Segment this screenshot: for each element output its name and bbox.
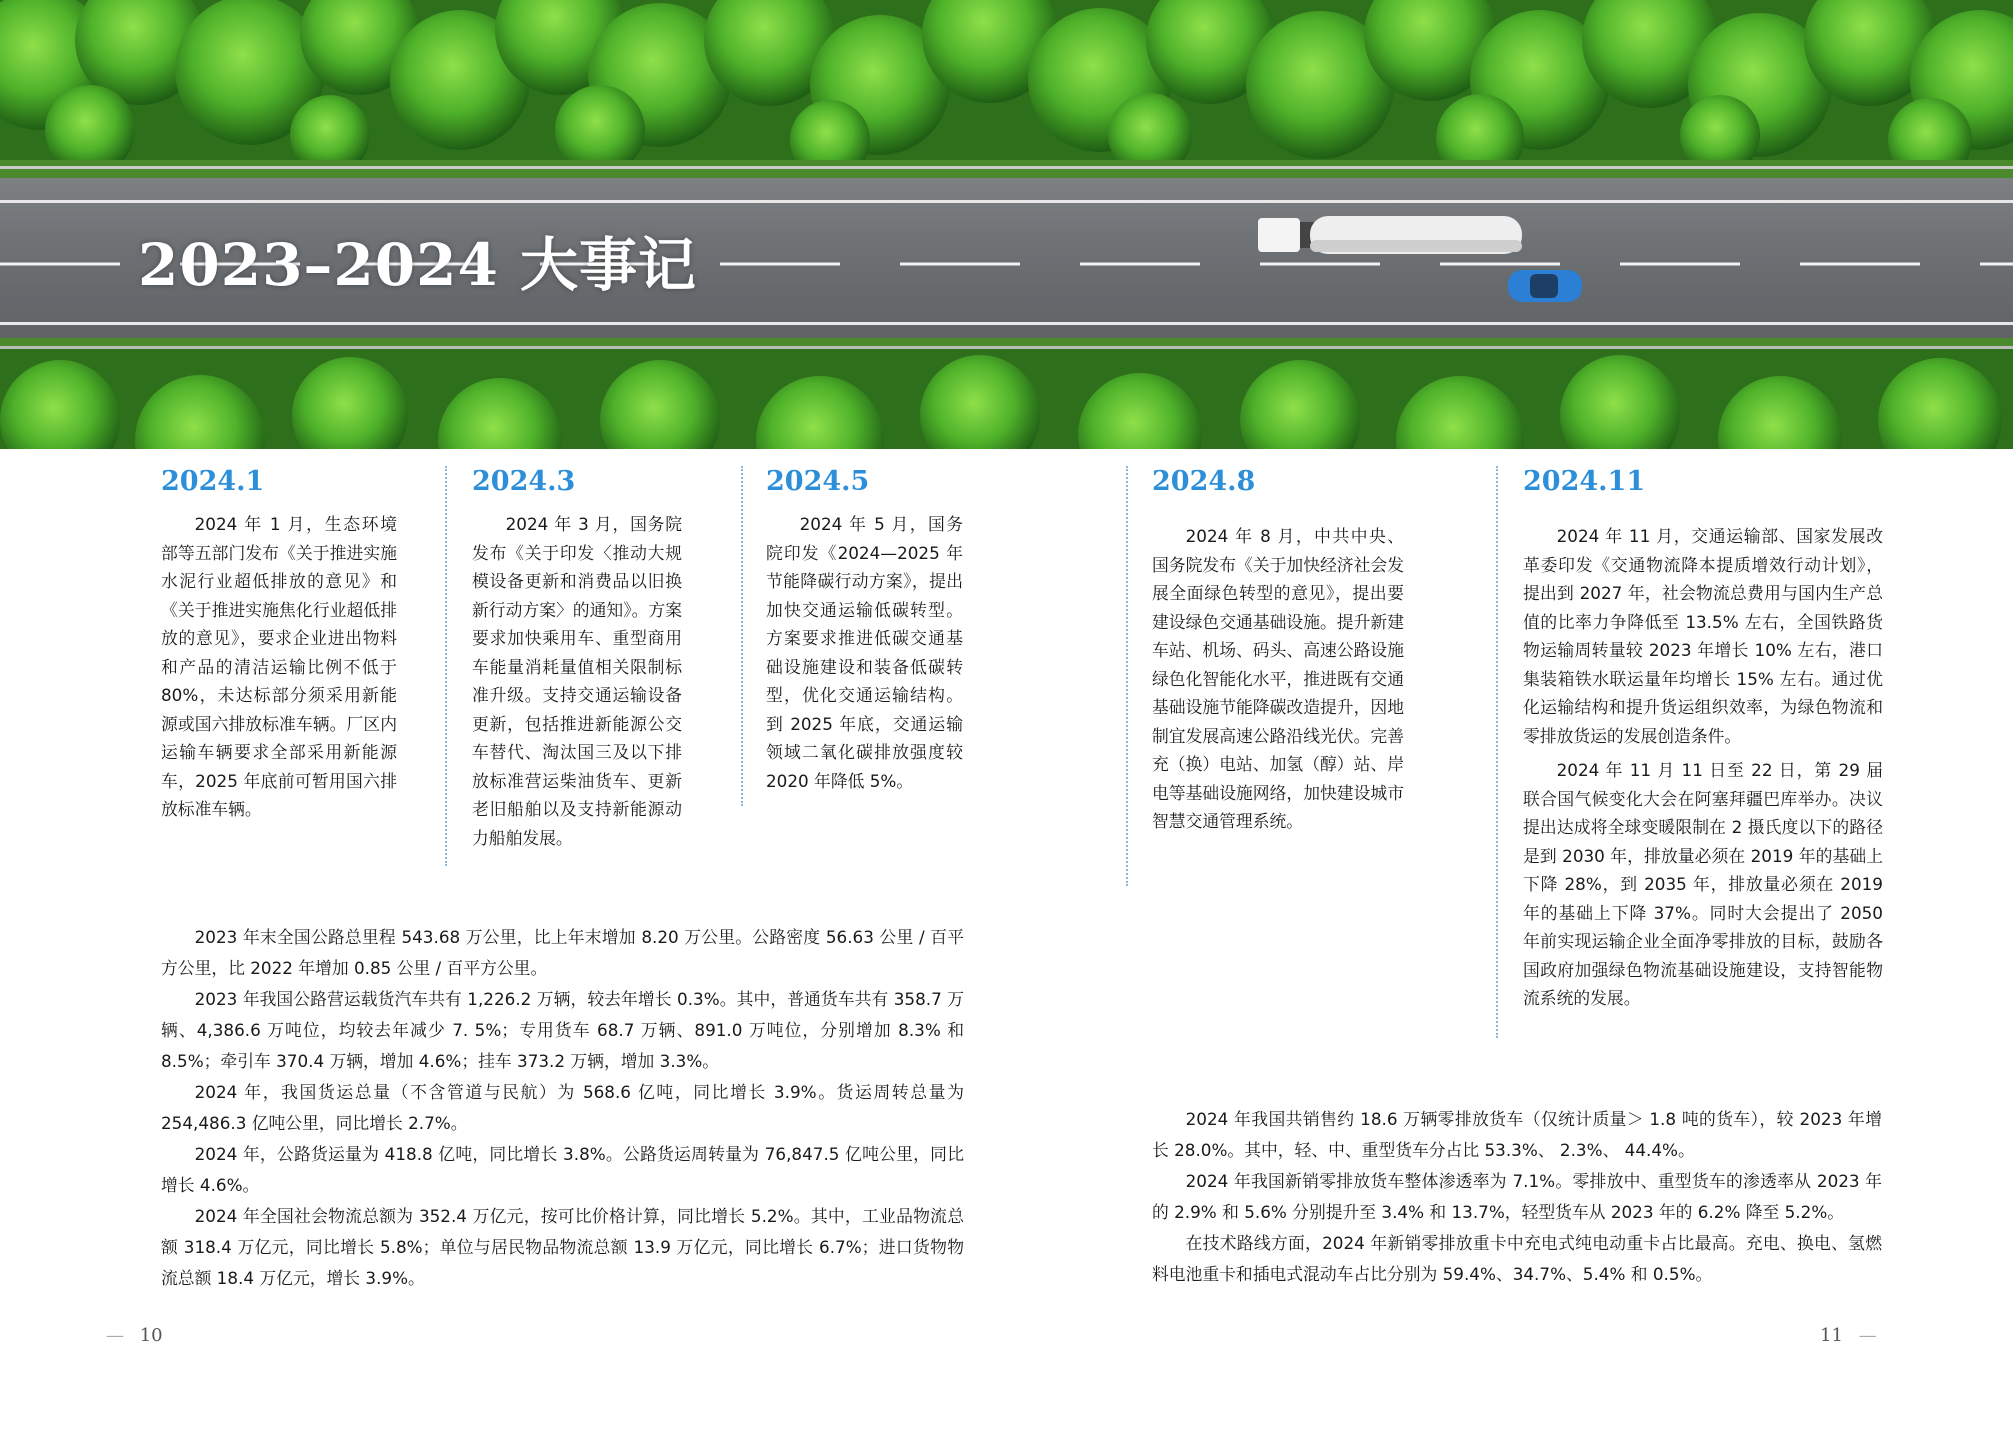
entry-date: 2024.8: [1152, 466, 1256, 497]
timeline-entry-2024-8: [1152, 462, 1404, 836]
entry-date: 2024.1: [161, 466, 265, 497]
blue-car: [1508, 270, 1582, 302]
entry-text: 2024 年 11 月，交通运输部、国家发展改革委印发《交通物流降本提质增效行动计划》，提出到 2027 年，社会物流总费用与国内生产总值的比率力争降低至 13.5% 左右，全国铁路货物运输周转量较 2023 年增长 10% 左右，港口集装箱铁水联运量年均增长 15% 左右。通过优化运输结构和提升货运组织效率，为绿色物流和零排放货运的发展创造条件。: [1523, 526, 1883, 746]
column-divider: [445, 466, 447, 866]
entry-date: 2024.5: [766, 466, 870, 497]
page-title: 2023–2024 大事记: [138, 231, 698, 299]
timeline-entry-2024-5: [766, 462, 963, 795]
entry-date: 2024.3: [472, 466, 576, 497]
column-divider: [1126, 466, 1128, 886]
stat-paragraph: 2023 年末全国公路总里程 543.68 万公里，比上年末增加 8.20 万公里。公路密度 56.63 公里 / 百平方公里，比 2022 年增加 0.85 公里 / 百平方公里。: [161, 927, 964, 978]
timeline-entry-2024-3: [472, 462, 682, 852]
entry-date: 2024.11: [1523, 466, 1646, 497]
page-number-left: [106, 1325, 163, 1346]
entry-text: 2024 年 5 月，国务院印发《2024—2025 年节能降碳行动方案》，提出加快交通运输低碳转型。方案要求推进低碳交通基础设施建设和装备低碳转型，优化交通运输结构。到 2025 年底，交通运输领域二氧化碳排放强度较 2020 年降低 5%。: [766, 514, 963, 791]
column-divider: [741, 466, 743, 806]
entry-text: 2024 年 8 月，中共中央、国务院发布《关于加快经济社会发展全面绿色转型的意见》，提出要建设绿色交通基础设施。提升新建车站、机场、码头、高速公路设施绿色化智能化水平，推进既有交通基础设施节能降碳改造提升，因地制宜发展高速公路沿线光伏。完善充（换）电站、加氢（醇）站、岸电等基础设施网络，加快建设城市智慧交通管理系统。: [1152, 526, 1404, 831]
page-number-right: [1820, 1325, 1877, 1346]
page-number-dash: —: [106, 1325, 124, 1346]
stat-paragraph: 2024 年全国社会物流总额为 352.4 万亿元，按可比价格计算，同比增长 5.2%。其中，工业品物流总额 318.4 万亿元，同比增长 5.8%；单位与居民物品物流总额 13.9 万亿元，同比增长 6.7%；进口货物物流总额 18.4 万亿元，增长 3.9%。: [161, 1206, 964, 1288]
hero-banner: [0, 0, 2013, 449]
left-statistics: [161, 922, 964, 1294]
stat-paragraph: 2023 年我国公路营运载货汽车共有 1,226.2 万辆，较去年增长 0.3%。其中，普通货车共有 358.7 万辆、4,386.6 万吨位，均较去年减少 7. 5%；专用货车 68.7 万辆、891.0 万吨位，分别增加 8.3% 和 8.5%；牵引车 370.4 万辆，增加 4.6%；挂车 373.2 万辆，增加 3.3%。: [161, 989, 964, 1071]
right-statistics: [1152, 1104, 1882, 1290]
entry-text: 2024 年 3 月，国务院发布《关于印发〈推动大规模设备更新和消费品以旧换新行动方案〉的通知》。方案要求加快乘用车、重型商用车能量消耗量值相关限制标准升级。支持交通运输设备更新，包括推进新能源公交车替代、淘汰国三及以下排放标准营运柴油货车、更新老旧船舶以及支持新能源动力船舶发展。: [472, 514, 682, 848]
page-number-value: 11: [1820, 1325, 1843, 1346]
stat-paragraph: 2024 年我国共销售约 18.6 万辆零排放货车（仅统计质量＞ 1.8 吨的货车），较 2023 年增长 28.0%。其中，轻、中、重型货车分占比 53.3%、 2.3%、 44.4%。: [1152, 1109, 1882, 1160]
entry-text: 2024 年 1 月，生态环境部等五部门发布《关于推进实施水泥行业超低排放的意见》和《关于推进实施焦化行业超低排放的意见》，要求企业进出物料和产品的清洁运输比例不低于 80%，未达标部分须采用新能源或国六排放标准车辆。厂区内运输车辆要求全部采用新能源车，2025 年底前可暂用国六排放标准车辆。: [161, 514, 397, 819]
stat-paragraph: 2024 年，公路货运量为 418.8 亿吨，同比增长 3.8%。公路货运周转量为 76,847.5 亿吨公里，同比增长 4.6%。: [161, 1144, 964, 1195]
page-number-dash: —: [1858, 1325, 1877, 1346]
timeline-entry-2024-11: [1523, 462, 1883, 1013]
stat-paragraph: 在技术路线方面，2024 年新销零排放重卡中充电式纯电动重卡占比最高。充电、换电、氢燃料电池重卡和插电式混动车占比分别为 59.4%、34.7%、5.4% 和 0.5%。: [1152, 1233, 1882, 1284]
stat-paragraph: 2024 年，我国货运总量（不含管道与民航）为 568.6 亿吨，同比增长 3.9%。货运周转总量为 254,486.3 亿吨公里，同比增长 2.7%。: [161, 1082, 964, 1133]
stat-paragraph: 2024 年我国新销零排放货车整体渗透率为 7.1%。零排放中、重型货车的渗透率从 2023 年的 2.9% 和 5.6% 分别提升至 3.4% 和 13.7%，轻型货车从 2023 年的 6.2% 降至 5.2%。: [1152, 1171, 1882, 1222]
timeline-entry-2024-1: [161, 462, 397, 824]
tanker-truck: [1258, 216, 1522, 254]
entry-text: 2024 年 11 月 11 日至 22 日，第 29 届联合国气候变化大会在阿塞拜疆巴库举办。决议提出达成将全球变暖限制在 2 摄氏度以下的路径是到 2030 年，排放量必须在 2019 年的基础上下降 28%，到 2035 年，排放量必须在 2019 年的基础上下降 37%。同时大会提出了 2050 年前实现运输企业全面净零排放的目标，鼓励各国政府加强绿色物流基础设施建设，支持智能物流系统的发展。: [1523, 760, 1883, 1008]
page-number-value: 10: [139, 1325, 163, 1346]
column-divider: [1496, 466, 1498, 1038]
